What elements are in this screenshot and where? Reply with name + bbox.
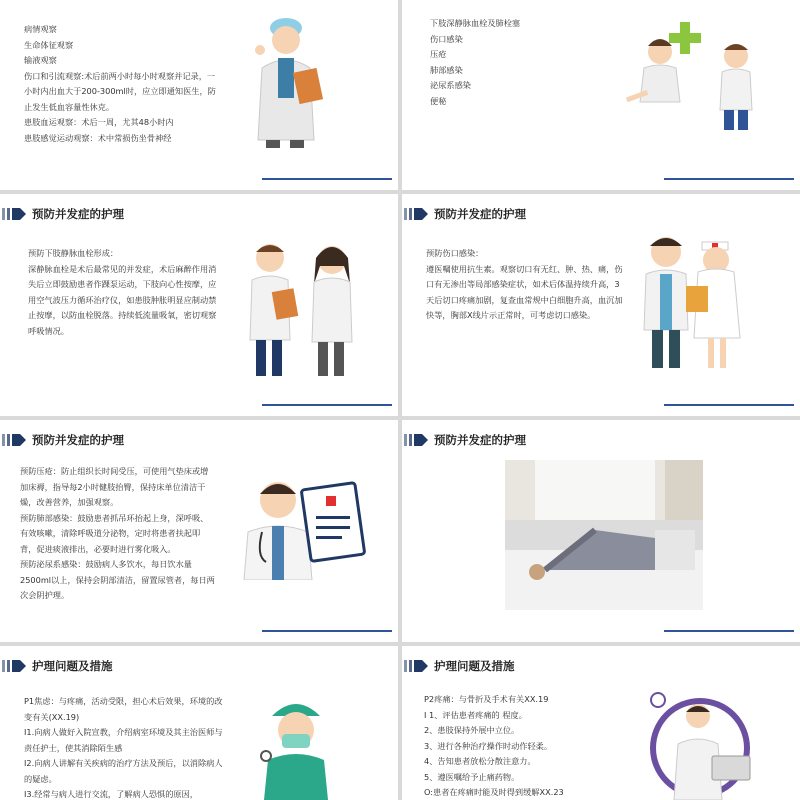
slide-prevent-thrombosis: [0, 194, 398, 416]
doctor-report-illustration: [238, 470, 368, 580]
divider-rule: [664, 630, 794, 632]
divider-rule: [262, 178, 392, 180]
text-line: 伤口和引流观察:术后前两小时每小时观察并记录，一小时内出血大于200-300ml时，应立即通知医生，防止发生低血容量性休克。: [24, 70, 216, 112]
divider-rule: [262, 630, 392, 632]
text-line: 预防泌尿系感染：鼓励病人多饮水，每日饮水量2500ml以上，保持会阴部清洁，留置尿管者，每日两次会阴护理。: [20, 559, 215, 600]
title-marker-icon: [404, 207, 430, 221]
slide-body: [28, 246, 224, 339]
text-line: P2疼痛：与骨折及手术有关XX.19: [424, 694, 549, 704]
text-line: P1焦虑：与疼痛，活动受限，担心术后效果，环境的改变有关(XX.19): [24, 696, 223, 722]
doctor-laptop-illustration: [642, 686, 754, 800]
slide-body: [24, 694, 224, 800]
slide-nursing-pain: [402, 646, 800, 800]
slide-title: 预防并发症的护理: [32, 207, 124, 221]
slide-header: [0, 656, 113, 676]
title-marker-icon: [2, 207, 28, 221]
slide-title: 预防并发症的护理: [434, 207, 526, 221]
text-line: 泌尿系感染: [430, 80, 471, 90]
text-line: 病情观察: [24, 24, 57, 34]
slide-prevent-pressure-lung-urinary: [0, 420, 398, 642]
slide-title: 预防并发症的护理: [434, 433, 526, 447]
title-marker-icon: [2, 659, 28, 673]
text-line: 5、遵医嘱给予止痛药物。: [424, 771, 520, 782]
text-line: 肺部感染: [430, 64, 463, 75]
text-line: 预防压疮：防止组织长时间受压，可使用气垫床或增加床褥，指导每2小时健肢抬臀，保持床单位清洁干燥，改善营养，加强观察。: [20, 466, 209, 507]
text-line: O:患者在疼痛时能及时得到缓解XX.23: [424, 787, 564, 797]
text-line: 预防下肢静脉血栓形成：: [28, 248, 119, 258]
text-line: 预防肺部感染：鼓励患者抓吊环抬起上身，深呼吸、有效咳嗽，清除呼吸道分泌物，定时将患者扶起叩背，促进痰液排出，必要时进行雾化吸入。: [20, 512, 209, 554]
text-line: 患肢血运观察：术后一周，尤其48小时内: [24, 117, 174, 127]
slide-header: [0, 204, 124, 224]
slide-title: 预防并发症的护理: [32, 433, 124, 447]
slide-title: 护理问题及措施: [434, 659, 515, 673]
text-line: I1.向病人做好入院宣教，介绍病室环境及其主治医师与责任护士，使其消除陌生感: [24, 727, 223, 753]
slide-prevention-photo: [402, 420, 800, 642]
text-line: 输液观察: [24, 55, 57, 65]
text-line: 遵医嘱使用抗生素。观察切口有无红、肿、热、痛，伤口有无渗出等局部感染症状，如术后体温持续升高，3天后切口疼痛加剧，复查血常规中白细胞升高，血沉加快等，胸部X线片示正常时，可考虑切口感染。: [426, 263, 623, 320]
title-marker-icon: [404, 433, 430, 447]
text-line: 下肢深静脉血栓及肺栓塞: [430, 18, 521, 28]
slide-body: [424, 692, 630, 800]
text-line: 预防伤口感染：: [426, 248, 484, 258]
slide-observation: [0, 0, 398, 190]
text-line: 3、进行各种治疗操作时动作轻柔。: [424, 740, 553, 751]
text-line: 便秘: [430, 95, 447, 106]
doctor-clipboard-illustration: [248, 8, 338, 150]
text-line: 深静脉血栓是术后最常见的并发症，术后麻醉作用消失后立即鼓励患者作踝泵运动，下肢向心性按摩，应用空气波压力循环治疗仪，如患肢肿胀明显应制动禁止按摩，以防血栓脱落。持续低流量吸氧，密切观察呼吸情况。: [28, 263, 217, 336]
text-line: 患肢感觉运动观察：术中常损伤坐骨神经: [24, 132, 172, 143]
text-line: 2、患肢保持外展中立位。: [424, 725, 520, 735]
slide-header: [402, 656, 515, 676]
text-line: I 1、评估患者疼痛的 程度。: [424, 709, 527, 720]
text-line: 伤口感染: [430, 33, 463, 44]
text-line: 生命体征观察: [24, 39, 74, 50]
patient-bed-photo: [505, 460, 703, 610]
title-marker-icon: [404, 659, 430, 673]
slide-header: [0, 430, 124, 450]
slide-body: [20, 464, 216, 604]
text-line: I2.向病人讲解有关疾病的治疗方法及预后，以消除病人的疑虑。: [24, 758, 223, 784]
slide-complications: [402, 0, 800, 190]
divider-rule: [664, 178, 794, 180]
divider-rule: [664, 404, 794, 406]
slide-header: [402, 204, 526, 224]
slide-body: [430, 16, 600, 109]
two-doctors-illustration: [244, 236, 362, 380]
text-line: 4、告知患者放松分散注意力。: [424, 756, 536, 766]
slide-body: [24, 22, 220, 146]
slide-nursing-anxiety: [0, 646, 398, 800]
slide-header: [402, 430, 526, 450]
slide-title: 护理问题及措施: [32, 659, 113, 673]
divider-rule: [262, 404, 392, 406]
text-line: 压疮: [430, 49, 447, 59]
nurse-doctor-cross-illustration: [624, 16, 770, 134]
text-line: I3.经常与病人进行交流，了解病人恐惧的原因，: [24, 789, 198, 799]
title-marker-icon: [2, 433, 28, 447]
surgeon-illustration: [256, 694, 336, 800]
slide-body: [426, 246, 626, 324]
doctor-nurse-illustration: [632, 228, 752, 372]
slide-prevent-wound-infection: [402, 194, 800, 416]
